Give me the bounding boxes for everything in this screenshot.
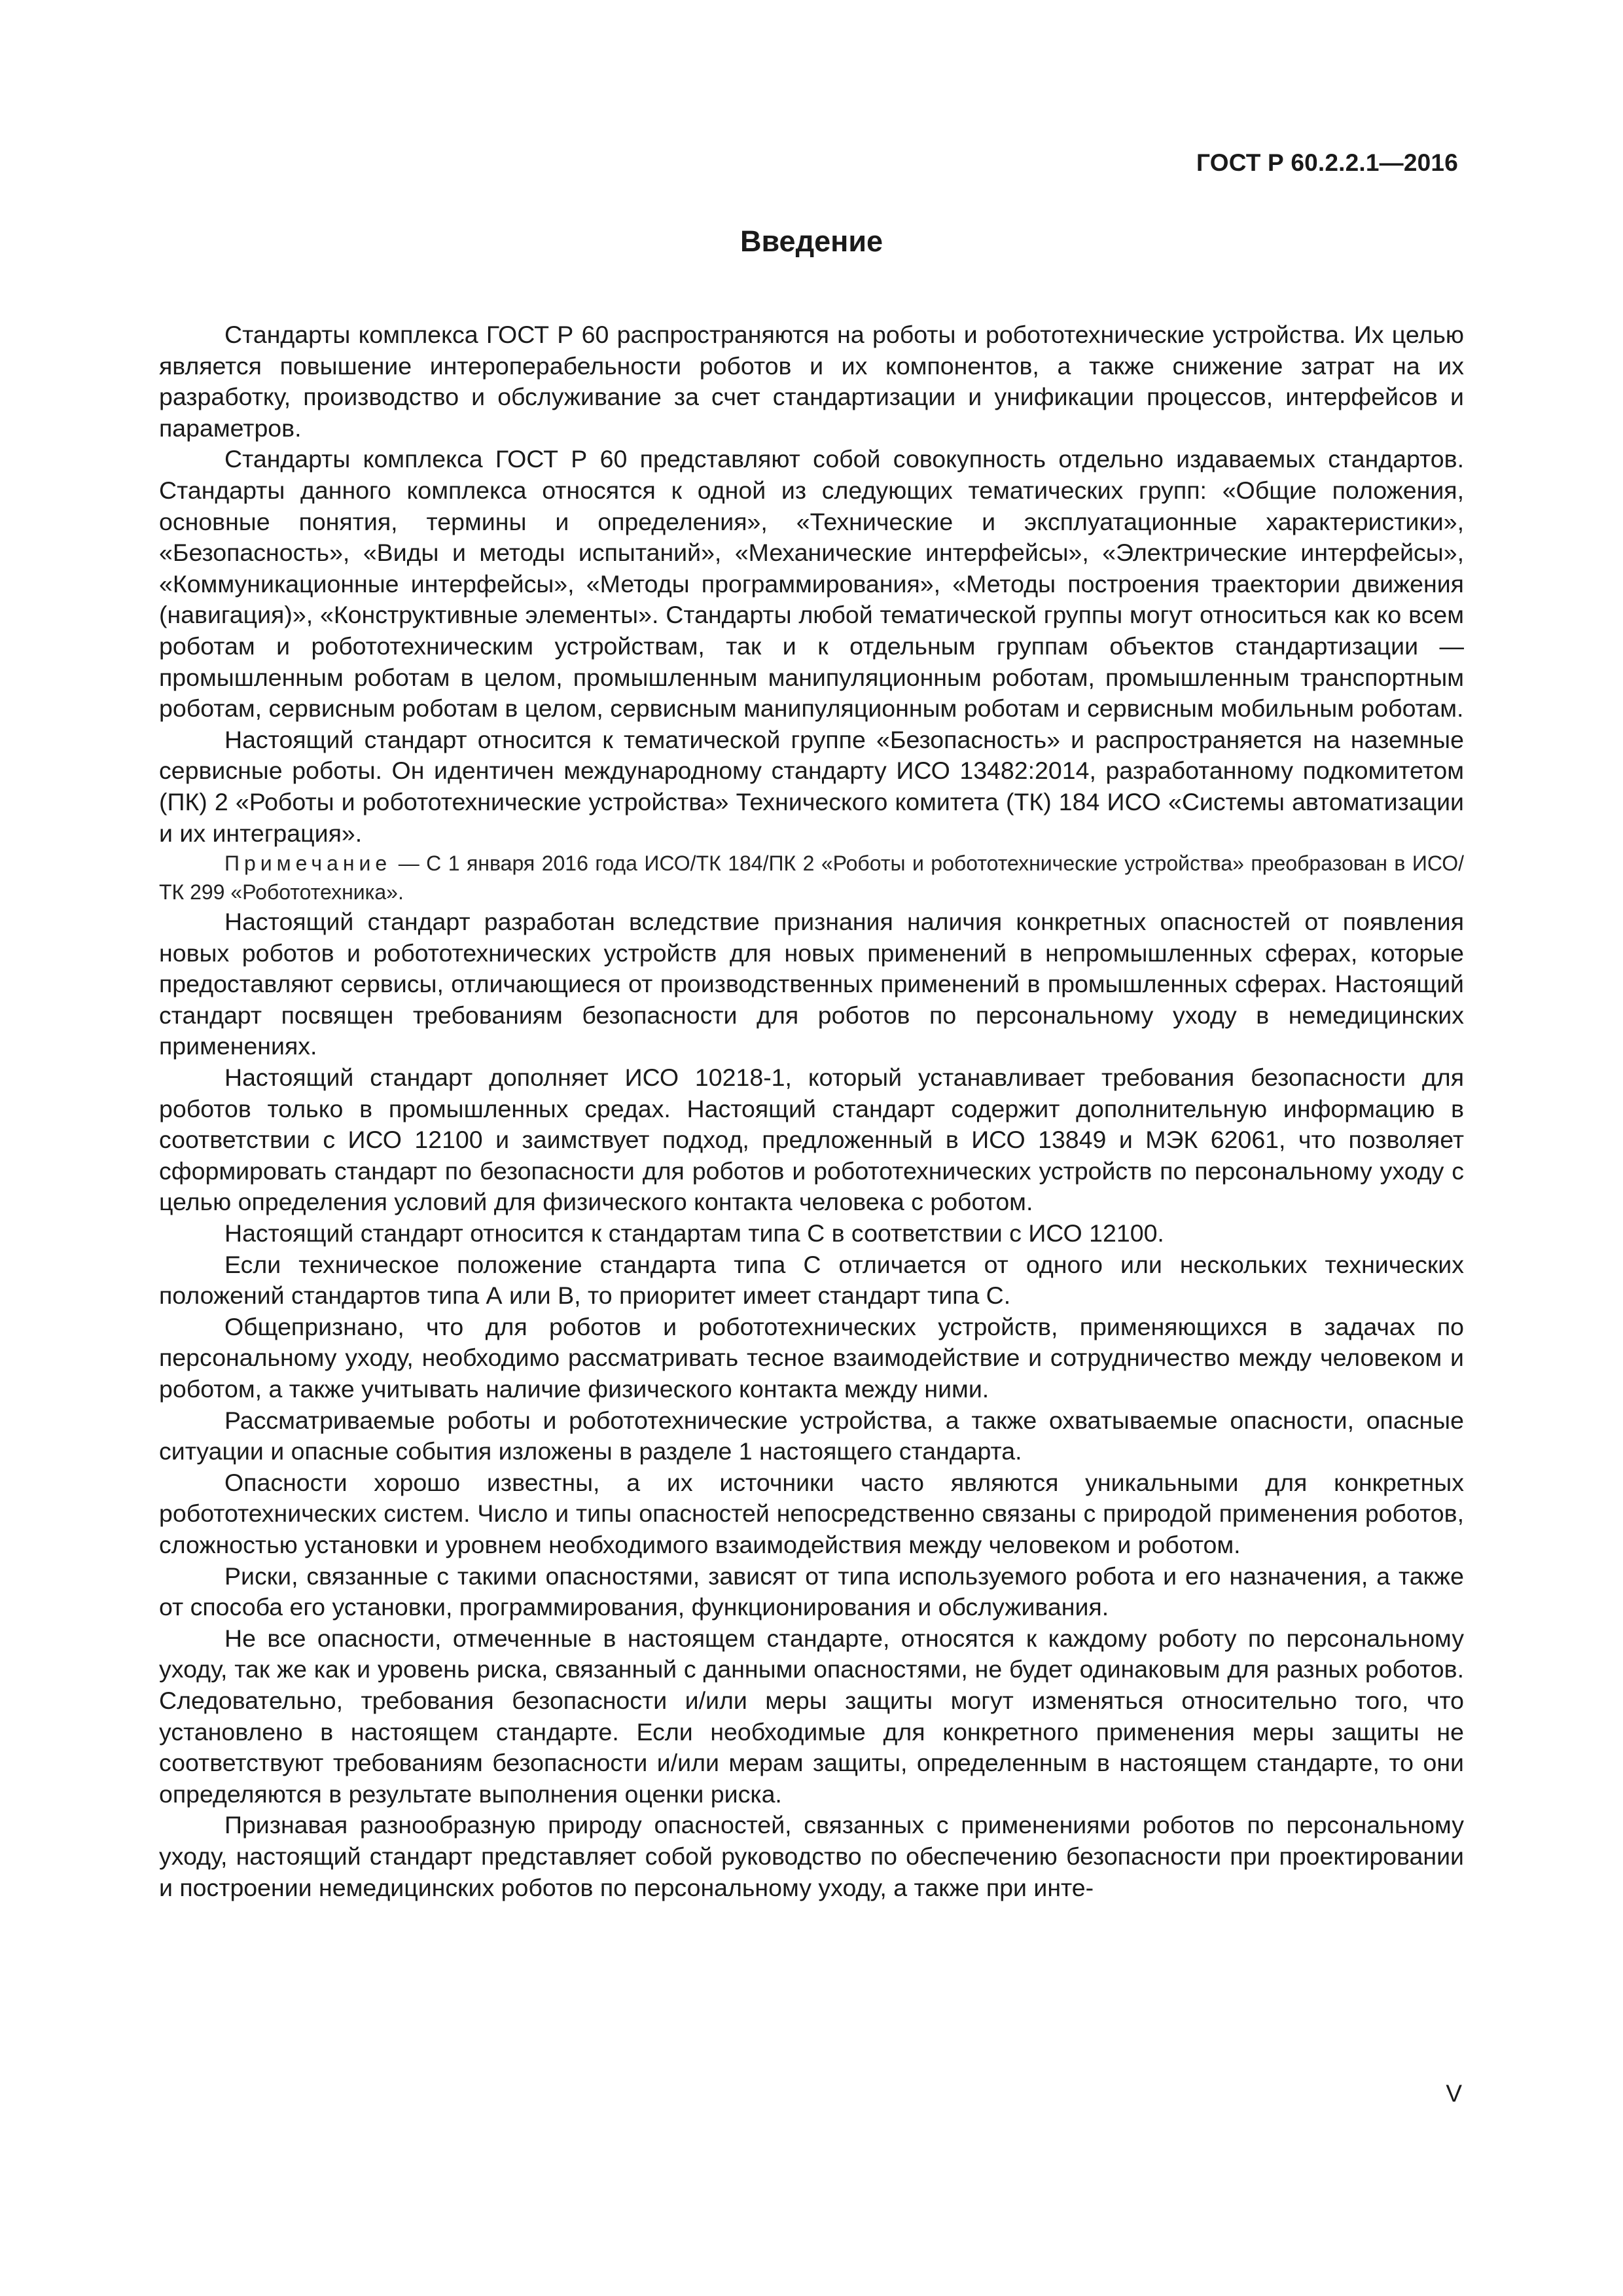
paragraph: Общепризнано, что для роботов и робототехнических устройств, применяющихся в задачах по персональному уходу, необходимо рассматривать тесное взаимодействие и сотрудничество между человеком и роботом, а также учитывать наличие физического контакта между ними. — [159, 1312, 1464, 1403]
paragraph: Настоящий стандарт относится к стандартам типа С в соответствии с ИСО 12100. — [224, 1219, 1164, 1247]
note — [159, 849, 1464, 906]
paragraph: Настоящий стандарт дополняет ИСО 10218-1, который устанавливает требования безопасности для роботов только в промышленных средах. Настоящий стандарт содержит дополнительную информацию в соответствии с ИСО 12100 и заимствует подход, предложенный в ИСО 13849 и МЭК 62061, что позволяет сформировать стандарт по безопасности для роботов и робототехнических устройств по персональному уходу с целью определения условий для физического контакта человека с роботом. — [159, 1064, 1464, 1216]
paragraph: Стандарты комплекса ГОСТ Р 60 представляют собой совокупность отдельно издаваемых стандартов. Стандарты данного комплекса относятся к одной из следующих тематических групп: «Общие положения, основные понятия, термины и определения», «Технические и эксплуатационные характеристики», «Безопасность», «Виды и методы испытаний», «Механические интерфейсы», «Электрические интерфейсы», «Коммуникационные интерфейсы», «Методы программирования», «Методы построения траектории движения (навигация)», «Конструктивные элементы». Стандарты любой тематической группы могут относиться как ко всем роботам и робототехническим устройствам, так и к отдельным группам объектов стандартизации — промышленным роботам в целом, промышленным манипуляционным роботам, промышленным транспортным роботам, сервисным роботам в целом, сервисным манипуляционным роботам и сервисным мобильным роботам. — [159, 445, 1464, 723]
body-text — [159, 319, 1464, 1903]
paragraph: Опасности хорошо известны, а их источники часто являются уникальными для конкретных робототехнических систем. Число и типы опасностей непосредственно связаны с природой применения роботов, сложностью установки и уровнем необходимого взаимодействия между человеком и роботом. — [159, 1468, 1464, 1558]
paragraph: Признавая разнообразную природу опасностей, связанных с применениями роботов по персональному уходу, настоящий стандарт представляет собой руководство по обеспечению безопасности при проектировании и построении немедицинских роботов по персональному уходу, а также при инте- — [159, 1811, 1464, 1901]
paragraph: Стандарты комплекса ГОСТ Р 60 распространяются на роботы и робототехнические устройства. Их целью является повышение интероперабельности роботов и их компонентов, а также снижение затрат на их разработку, производство и обслуживание за счет стандартизации и унификации процессов, интерфейсов и параметров. — [159, 321, 1464, 442]
paragraph: Настоящий стандарт относится к тематической группе «Безопасность» и распространяется на наземные сервисные роботы. Он идентичен международному стандарту ИСО 13482:2014, разработанному подкомитетом (ПК) 2 «Роботы и робототехнические устройства» Технического комитета (ТК) 184 ИСО «Системы автоматизации и их интеграция». — [159, 725, 1464, 847]
paragraph: Не все опасности, отмеченные в настоящем стандарте, относятся к каждому роботу по персональному уходу, так же как и уровень риска, связанный с данными опасностями, не будет одинаковым для разных роботов. Следовательно, требования безопасности и/или меры защиты могут изменяться относительно того, что установлено в настоящем стандарте. Если необходимые для конкретного применения меры защиты не соответствуют требованиям безопасности и/или мерам защиты, определенным в настоящем стандарте, то они определяются в результате выполнения оценки риска. — [159, 1624, 1464, 1808]
paragraph: Рассматриваемые роботы и робототехнические устройства, а также охватываемые опасности, опасные ситуации и опасные события изложены в разделе 1 настоящего стандарта. — [159, 1406, 1464, 1465]
page-number: V — [1446, 2080, 1462, 2107]
paragraph: Если техническое положение стандарта типа С отличается от одного или нескольких технических положений стандартов типа А или В, то приоритет имеет стандарт типа С. — [159, 1250, 1464, 1310]
paragraph: Настоящий стандарт разработан вследствие признания наличия конкретных опасностей от появления новых роботов и робототехнических устройств для новых применений в непромышленных сферах, которые предоставляют сервисы, отличающиеся от производственных применений в промышленных сферах. Настоящий стандарт посвящен требованиям безопасности для роботов по персональному уходу в немедицинских применениях. — [159, 908, 1464, 1060]
note-text: — С 1 января 2016 года ИСО/ТК 184/ПК 2 «Роботы и робототехнические устройства» преобразован в ИСО/ТК 299 «Робототехника». — [159, 852, 1465, 905]
note-label: Примечание — [224, 852, 392, 876]
document-code: ГОСТ Р 60.2.2.1—2016 — [1196, 149, 1458, 176]
paragraph: Риски, связанные с такими опасностями, зависят от типа используемого робота и его назначения, а также от способа его установки, программирования, функционирования и обслуживания. — [159, 1562, 1464, 1621]
section-title: Введение — [740, 224, 883, 258]
